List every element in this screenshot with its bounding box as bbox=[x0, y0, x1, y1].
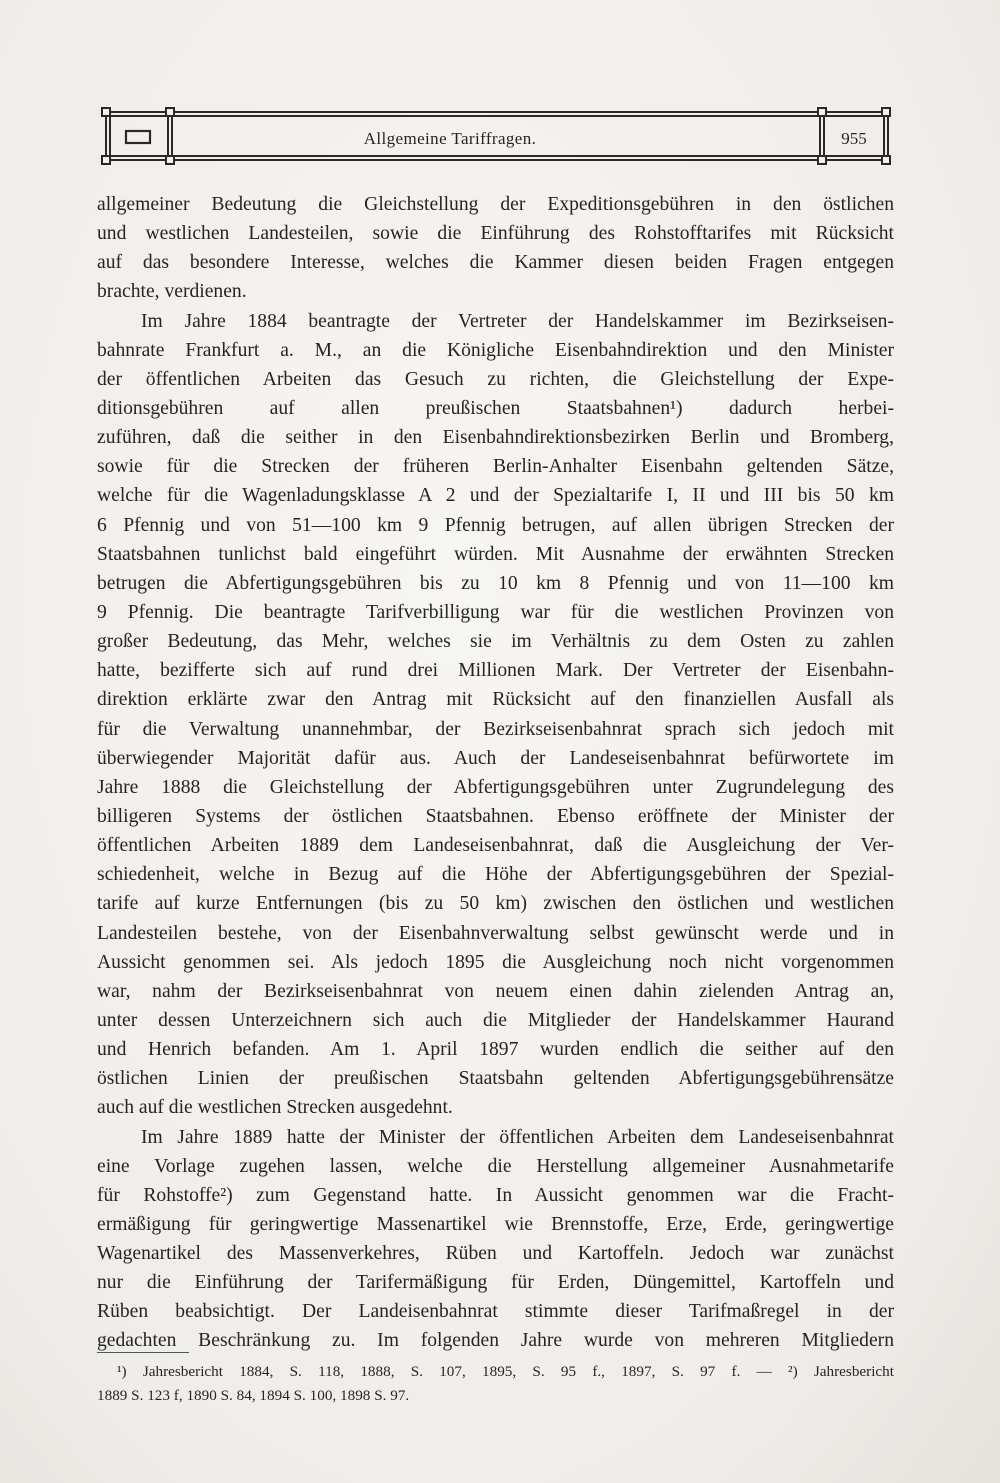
text-line: Aussicht genommen sei. Als jedoch 1895 die Ausgleichung noch nicht vorgenommen bbox=[97, 951, 894, 973]
text-line: brachte, verdienen. bbox=[97, 281, 247, 303]
running-header-title: Allgemeine Tariffragen. bbox=[363, 129, 537, 148]
text-line: östlichen Linien der preußischen Staatsbahn geltenden Abfertigungsgebührensätze bbox=[97, 1068, 894, 1090]
text-line: tarife auf kurze Entfernungen (bis zu 50 km) zwischen den östlichen und westlichen bbox=[97, 893, 894, 915]
text-line: großer Bedeutung, das Mehr, welches sie im Verhältnis zu dem Osten zu zahlen bbox=[97, 631, 894, 653]
text-line: öffentlichen Arbeiten 1889 dem Landeseisenbahnrat, daß die Ausgleichung der Ver- bbox=[97, 835, 894, 857]
footnote-line: 1889 S. 123 f, 1890 S. 84, 1894 S. 100, 1898 S. 97. bbox=[97, 1387, 410, 1404]
footnotes bbox=[97, 1360, 894, 1408]
text-line: Im Jahre 1889 hatte der Minister der öffentlichen Arbeiten dem Landeseisenbahnrat bbox=[141, 1126, 894, 1148]
text-line: gedachten Beschränkung zu. Im folgenden Jahre wurde von mehreren Mitgliedern bbox=[97, 1330, 894, 1352]
text-line: allgemeiner Bedeutung die Gleichstellung der Expeditionsgebühren in den östlichen bbox=[97, 194, 894, 215]
text-line: hatte, bezifferte sich auf rund drei Millionen Mark. Der Vertreter der Eisenbahn- bbox=[97, 660, 894, 682]
text-line: welche für die Wagenladungsklasse A 2 und der Spezialtarife I, II und III bis 50 km bbox=[97, 485, 894, 507]
text-line: Jahre 1888 die Gleichstellung der Abfertigungsgebühren unter Zugrundelegung des bbox=[97, 776, 894, 798]
text-line: unter dessen Unterzeichnern sich auch die Mitglieder der Handelskammer Haurand bbox=[97, 1009, 894, 1031]
text-line: bahnrate Frankfurt a. M., an die Königliche Eisenbahndirektion und den Minister bbox=[97, 339, 894, 361]
text-line: 9 Pfennig. Die beantragte Tarifverbilligung war für die westlichen Provinzen von bbox=[97, 601, 894, 623]
text-line: betrugen die Abfertigungsgebühren bis zu 10 km 8 Pfennig und von 11—100 km bbox=[97, 572, 894, 594]
text-line: ermäßigung für geringwertige Massenartikel wie Brennstoffe, Erze, Erde, geringwertige bbox=[97, 1213, 894, 1235]
text-line: Rüben beabsichtigt. Der Landeisenbahnrat stimmte dieser Tarifmaßregel in der bbox=[97, 1301, 894, 1323]
text-line: eine Vorlage zugehen lassen, welche die Herstellung allgemeiner Ausnahmetarife bbox=[97, 1155, 894, 1177]
footnote-line: ¹) Jahresbericht 1884, S. 118, 1888, S. 107, 1895, S. 95 f., 1897, S. 97 f. — ²) Jahresbericht bbox=[117, 1363, 894, 1380]
text-line: direktion erklärte zwar den Antrag mit Rücksicht auf den finanziellen Ausfall als bbox=[97, 689, 894, 711]
text-line: ditionsgebühren auf allen preußischen Staatsbahnen¹) dadurch herbei- bbox=[97, 397, 894, 419]
footnote-separator bbox=[97, 1352, 189, 1353]
text-line: überwiegender Majorität dafür aus. Auch der Landeseisenbahnrat befürwortete im bbox=[97, 747, 894, 769]
text-line: für Rohstoffe²) zum Gegenstand hatte. In Aussicht genommen war die Fracht- bbox=[97, 1184, 894, 1206]
text-line: sowie für die Strecken der früheren Berlin-Anhalter Eisenbahn geltenden Sätze, bbox=[97, 456, 894, 478]
body-text bbox=[97, 190, 894, 1356]
text-line: Staatsbahnen tunlichst bald eingeführt würden. Mit Ausnahme der erwähnten Strecken bbox=[97, 543, 894, 565]
text-line: 6 Pfennig und von 51—100 km 9 Pfennig betrugen, auf allen übrigen Strecken der bbox=[97, 514, 894, 536]
text-line: nur die Einführung der Tarifermäßigung für Erden, Düngemittel, Kartoffeln und bbox=[97, 1272, 894, 1294]
text-line: zuführen, daß die seither in den Eisenbahndirektionsbezirken Berlin und Bromberg, bbox=[97, 427, 894, 449]
text-line: Im Jahre 1884 beantragte der Vertreter der Handelskammer im Bezirkseisen- bbox=[141, 310, 894, 332]
text-line: schiedenheit, welche in Bezug auf die Höhe der Abfertigungsgebühren der Spezial- bbox=[97, 864, 894, 886]
text-line: auch auf die westlichen Strecken ausgedehnt. bbox=[97, 1097, 453, 1119]
text-line: für die Verwaltung unannehmbar, der Bezirkseisenbahnrat sprach sich jedoch mit bbox=[97, 718, 894, 740]
text-line: Wagenartikel des Massenverkehres, Rüben und Kartoffeln. Jedoch war zunächst bbox=[97, 1243, 894, 1265]
text-line: und westlichen Landesteilen, sowie die Einführung des Rohstofftarifes mit Rücksicht bbox=[97, 223, 894, 245]
text-line: Landesteilen bestehe, von der Eisenbahnverwaltung selbst gewünscht werde und in bbox=[97, 922, 894, 944]
text-line: billigeren Systems der östlichen Staatsbahnen. Ebenso eröffnete der Minister der bbox=[97, 805, 894, 827]
text-line: auf das besondere Interesse, welches die Kammer diesen beiden Fragen entgegen bbox=[97, 252, 894, 274]
text-line: der öffentlichen Arbeiten das Gesuch zu richten, die Gleichstellung der Expe- bbox=[97, 368, 894, 390]
page-number: 955 bbox=[841, 129, 867, 148]
text-line: und Henrich befanden. Am 1. April 1897 wurden endlich die seither auf den bbox=[97, 1039, 894, 1061]
text-line: war, nahm der Bezirkseisenbahnrat von neuem einen dahin zielenden Antrag an, bbox=[97, 980, 894, 1002]
